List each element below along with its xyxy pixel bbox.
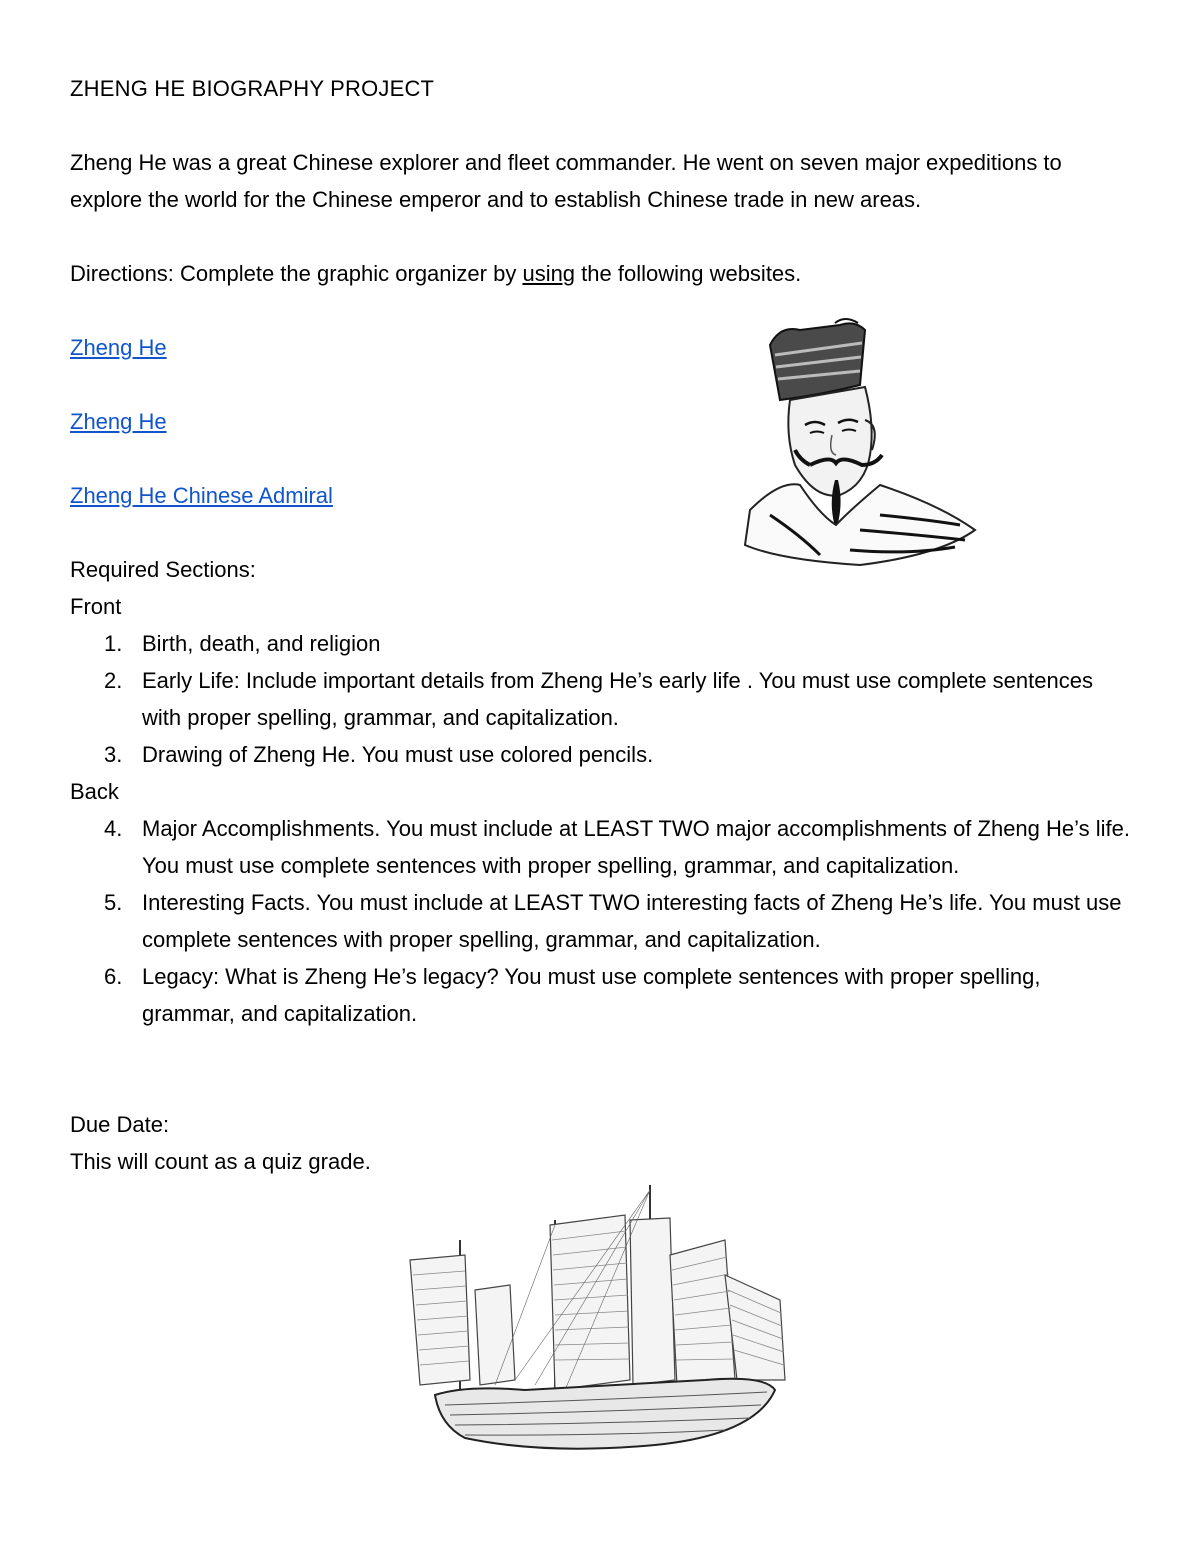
website-link-3[interactable]: Zheng He Chinese Admiral (70, 483, 333, 508)
portrait-drawing (740, 315, 985, 570)
ship-drawing (405, 1180, 795, 1470)
item-number: 1. (104, 631, 123, 656)
due-date-label: Due Date: (70, 1112, 170, 1137)
front-list (70, 625, 1130, 773)
list-item (70, 884, 1130, 958)
zheng-he-portrait-image (740, 315, 985, 570)
list-item (70, 736, 1130, 773)
back-list (70, 810, 1130, 1032)
treasure-ship-image (405, 1180, 795, 1470)
directions-suffix: the following websites. (575, 261, 802, 286)
intro-line-1: Zheng He was a great Chinese explorer and fleet commander. He went on seven major expeditions to (70, 150, 1062, 175)
item-text: Birth, death, and religion (142, 631, 381, 656)
item-text: Legacy: What is Zheng He’s legacy? You must use complete sentences with proper spelling, grammar, and capitalization. (142, 964, 1041, 1026)
item-number: 3. (104, 742, 123, 767)
document-page (70, 70, 1130, 1180)
back-heading: Back (70, 779, 119, 804)
page-title: ZHENG HE BIOGRAPHY PROJECT (70, 76, 435, 101)
directions (70, 255, 1130, 292)
item-number: 4. (104, 816, 123, 841)
intro-line-2: explore the world for the Chinese emperor and to establish Chinese trade in new areas. (70, 187, 922, 212)
item-text: Major Accomplishments. You must include at LEAST TWO major accomplishments of Zheng He’s life. You must use complete sentences with proper spelling, grammar, and capitalization. (142, 816, 1130, 878)
website-link-2[interactable]: Zheng He (70, 409, 167, 434)
item-text: Interesting Facts. You must include at LEAST TWO interesting facts of Zheng He’s life. You must use complete sentences with proper spelling, grammar, and capitalization. (142, 890, 1122, 952)
directions-prefix: Directions: Complete the graphic organizer by (70, 261, 523, 286)
list-item (70, 662, 1130, 736)
list-item (70, 810, 1130, 884)
required-sections-heading: Required Sections: (70, 557, 256, 582)
directions-underlined: using (522, 261, 576, 286)
item-text: Early Life: Include important details from Zheng He’s early life . You must use complete sentences with proper spelling, grammar, and capitalization. (142, 668, 1093, 730)
item-number: 2. (104, 668, 123, 693)
front-heading: Front (70, 594, 122, 619)
item-number: 5. (104, 890, 123, 915)
list-item (70, 625, 1130, 662)
item-number: 6. (104, 964, 123, 989)
item-text: Drawing of Zheng He. You must use colored pencils. (142, 742, 654, 767)
grade-note: This will count as a quiz grade. (70, 1149, 371, 1174)
website-link-1[interactable]: Zheng He (70, 335, 167, 360)
list-item (70, 958, 1130, 1032)
